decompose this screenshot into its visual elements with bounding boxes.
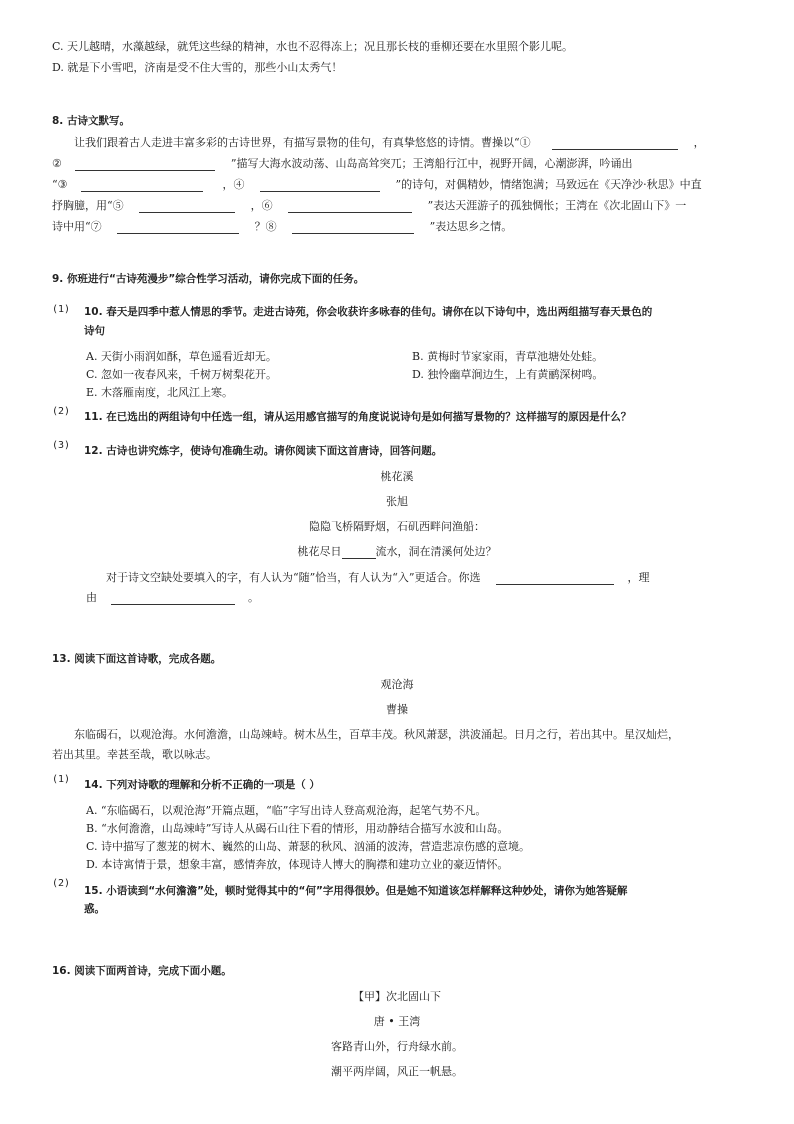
q8-line2 (52, 157, 633, 171)
poem-author: 张旭 (386, 495, 408, 508)
poem2-title: 观沧海 (380, 678, 414, 691)
q14-option-c: C. 诗中描写了葱茏的树木、巍然的山岛、萧瑟的秋风、汹涌的波涛，营造悲凉伤感的意境。 (86, 840, 531, 853)
q9-sub2-marker: (2) (52, 406, 71, 417)
poem-title: 桃花溪 (380, 470, 414, 483)
q13-title: 13. 阅读下面这首诗歌，完成各题。 (52, 653, 222, 665)
q8-line4-num5: 抒胸臆，用“⑤ (52, 199, 124, 212)
q9-title: 9. 你班进行“古诗苑漫步”综合性学习活动，请你完成下面的任务。 (52, 273, 365, 285)
q11-stem: 11. 在已选出的两组诗句中任选一组，请从运用感官描写的角度说说诗句是如何描写景物的？这样描写的原因是什么？ (84, 411, 632, 423)
q16-title: 16. 阅读下面两首诗，完成下面小题。 (52, 965, 232, 977)
q14-stem: 14. 下列对诗歌的理解和分析不正确的一项是（ ） (84, 779, 320, 791)
q8-line3-num4: ，④ (222, 178, 245, 191)
q10-option-d: D. 独怜幽草涧边生，上有黄鹂深树鸣。 (412, 368, 604, 381)
blank-7[interactable] (117, 221, 239, 234)
blank-6[interactable] (288, 200, 412, 213)
q8-line1-comma: ， (693, 136, 705, 149)
poem3-title: 【甲】次北固山下 (353, 990, 441, 1003)
poem-line2-a: 桃花尽日 (297, 545, 342, 558)
q10-option-b: B. 黄梅时节家家雨，青草池塘处处蛙。 (412, 350, 604, 363)
q9-sub3-marker: (3) (52, 440, 71, 451)
poem2-author: 曹操 (386, 703, 408, 716)
q14-option-a: A. “东临碣石，以观沧海”开篇点题，“临”字写出诗人登高观沧海，起笔气势不凡。 (86, 804, 487, 817)
q14-option-d: D. 本诗寓情于景，想象丰富，感情奔放，体现诗人博大的胸襟和建功立业的豪迈情怀。 (86, 858, 509, 871)
poem3-line2: 潮平两岸阔，风正一帆悬。 (331, 1065, 463, 1078)
q12-ask-you: 由 (86, 591, 97, 604)
blank-5[interactable] (139, 200, 235, 213)
q8-line3-text: ”的诗句，对偶精妙，情绪饱满；马致远在《天净沙·秋思》中直 (395, 178, 702, 191)
q10-stem-line2: 诗句 (84, 325, 105, 337)
q7-option-c: C. 天儿越晴，水藻越绿，就凭这些绿的精神，水也不忍得冻上；况且那长枝的垂柳还要在水里照个影儿呢。 (52, 40, 574, 53)
q12-ask-line2 (86, 591, 259, 605)
q8-line2-num: ② (52, 157, 62, 170)
reason-blank[interactable] (111, 592, 235, 605)
q8-line5-num7: 诗中用“⑦ (52, 220, 102, 233)
q8-line3-num3: “③ (52, 178, 68, 191)
q10-option-c: C. 忽如一夜春风来，千树万树梨花开。 (86, 368, 278, 381)
q12-ask-end: 。 (248, 591, 259, 604)
q15-stem-line1: 15. 小语读到“水何澹澹”处，顿时觉得其中的“何”字用得很妙。但是她不知道该怎样解释这种妙处，请你为她答疑解 (84, 885, 628, 897)
poem3-line1: 客路青山外，行舟绿水前。 (331, 1040, 463, 1053)
q10-stem-line1: 10. 春天是四季中惹人情思的季节。走进古诗苑，你会收获许多咏春的佳句。请你在以下诗句中，选出两组描写春天景色的 (84, 306, 653, 318)
q12-stem: 12. 古诗也讲究炼字，使诗句准确生动。请你阅读下面这首唐诗，回答问题。 (84, 445, 443, 457)
blank-2[interactable] (75, 158, 215, 171)
q8-line5-num8: ？⑧ (254, 220, 277, 233)
q13-sub1-marker: (1) (52, 774, 71, 785)
blank-4[interactable] (260, 179, 380, 192)
q8-line4 (52, 199, 686, 213)
blank-1[interactable] (552, 137, 678, 150)
q8-line3 (52, 178, 702, 192)
poem2-text-line1: 东临碣石，以观沧海。水何澹澹，山岛竦峙。树木丛生，百草丰茂。秋风萧瑟，洪波涌起。日月之行，若出其中。星汉灿烂， (74, 728, 679, 741)
poem-line2 (0, 545, 794, 559)
q12-ask-line1 (106, 571, 650, 585)
q8-line5-text: ”表达思乡之情。 (429, 220, 513, 233)
q10-option-a: A. 天街小雨润如酥，草色遥看近却无。 (86, 350, 277, 363)
q8-title: 8. 古诗文默写。 (52, 115, 130, 127)
choice-blank[interactable] (496, 572, 614, 585)
q12-ask-li: ，理 (627, 571, 650, 584)
q10-option-e: E. 木落雁南度，北风江上寒。 (86, 386, 234, 399)
q12-ask-text: 对于诗文空缺处要填入的字，有人认为“随”恰当，有人认为“入”更适合。你选 (106, 571, 481, 584)
poem-line2-b: 流水，洞在清溪何处边？ (375, 545, 497, 558)
q13-sub2-marker: (2) (52, 878, 71, 889)
q14-option-b: B. “水何澹澹，山岛竦峙”写诗人从碣石山往下看的情形，用动静结合描写水波和山岛。 (86, 822, 509, 835)
q7-option-d: D. 就是下小雪吧，济南是受不住大雪的，那些小山太秀气！ (52, 61, 343, 74)
q9-sub1-marker: (1) (52, 304, 71, 315)
blank-3[interactable] (81, 179, 203, 192)
poem3-author: 唐 • 王湾 (373, 1015, 421, 1028)
poem-blank[interactable] (342, 546, 376, 559)
q8-line2-text: ”描写大海水波动荡、山岛高耸突兀；王湾船行江中，视野开阔，心潮澎湃，吟诵出 (230, 157, 633, 170)
q8-line1 (74, 136, 705, 150)
blank-8[interactable] (292, 221, 414, 234)
poem2-text-line2: 若出其里。幸甚至哉，歌以咏志。 (52, 748, 217, 761)
q8-line4-num6: ，⑥ (250, 199, 273, 212)
q8-line1-text: 让我们跟着古人走进丰富多彩的古诗世界，有描写景物的佳句，有真挚悠悠的诗情。曹操以“① (74, 136, 531, 149)
q15-stem-line2: 惑。 (84, 903, 105, 915)
q8-line4-text: ”表达天涯游子的孤独惆怅；王湾在《次北固山下》一 (427, 199, 687, 212)
poem-line1: 隐隐飞桥隔野烟，石矶西畔问渔船： (309, 520, 485, 533)
q8-line5 (52, 220, 512, 234)
